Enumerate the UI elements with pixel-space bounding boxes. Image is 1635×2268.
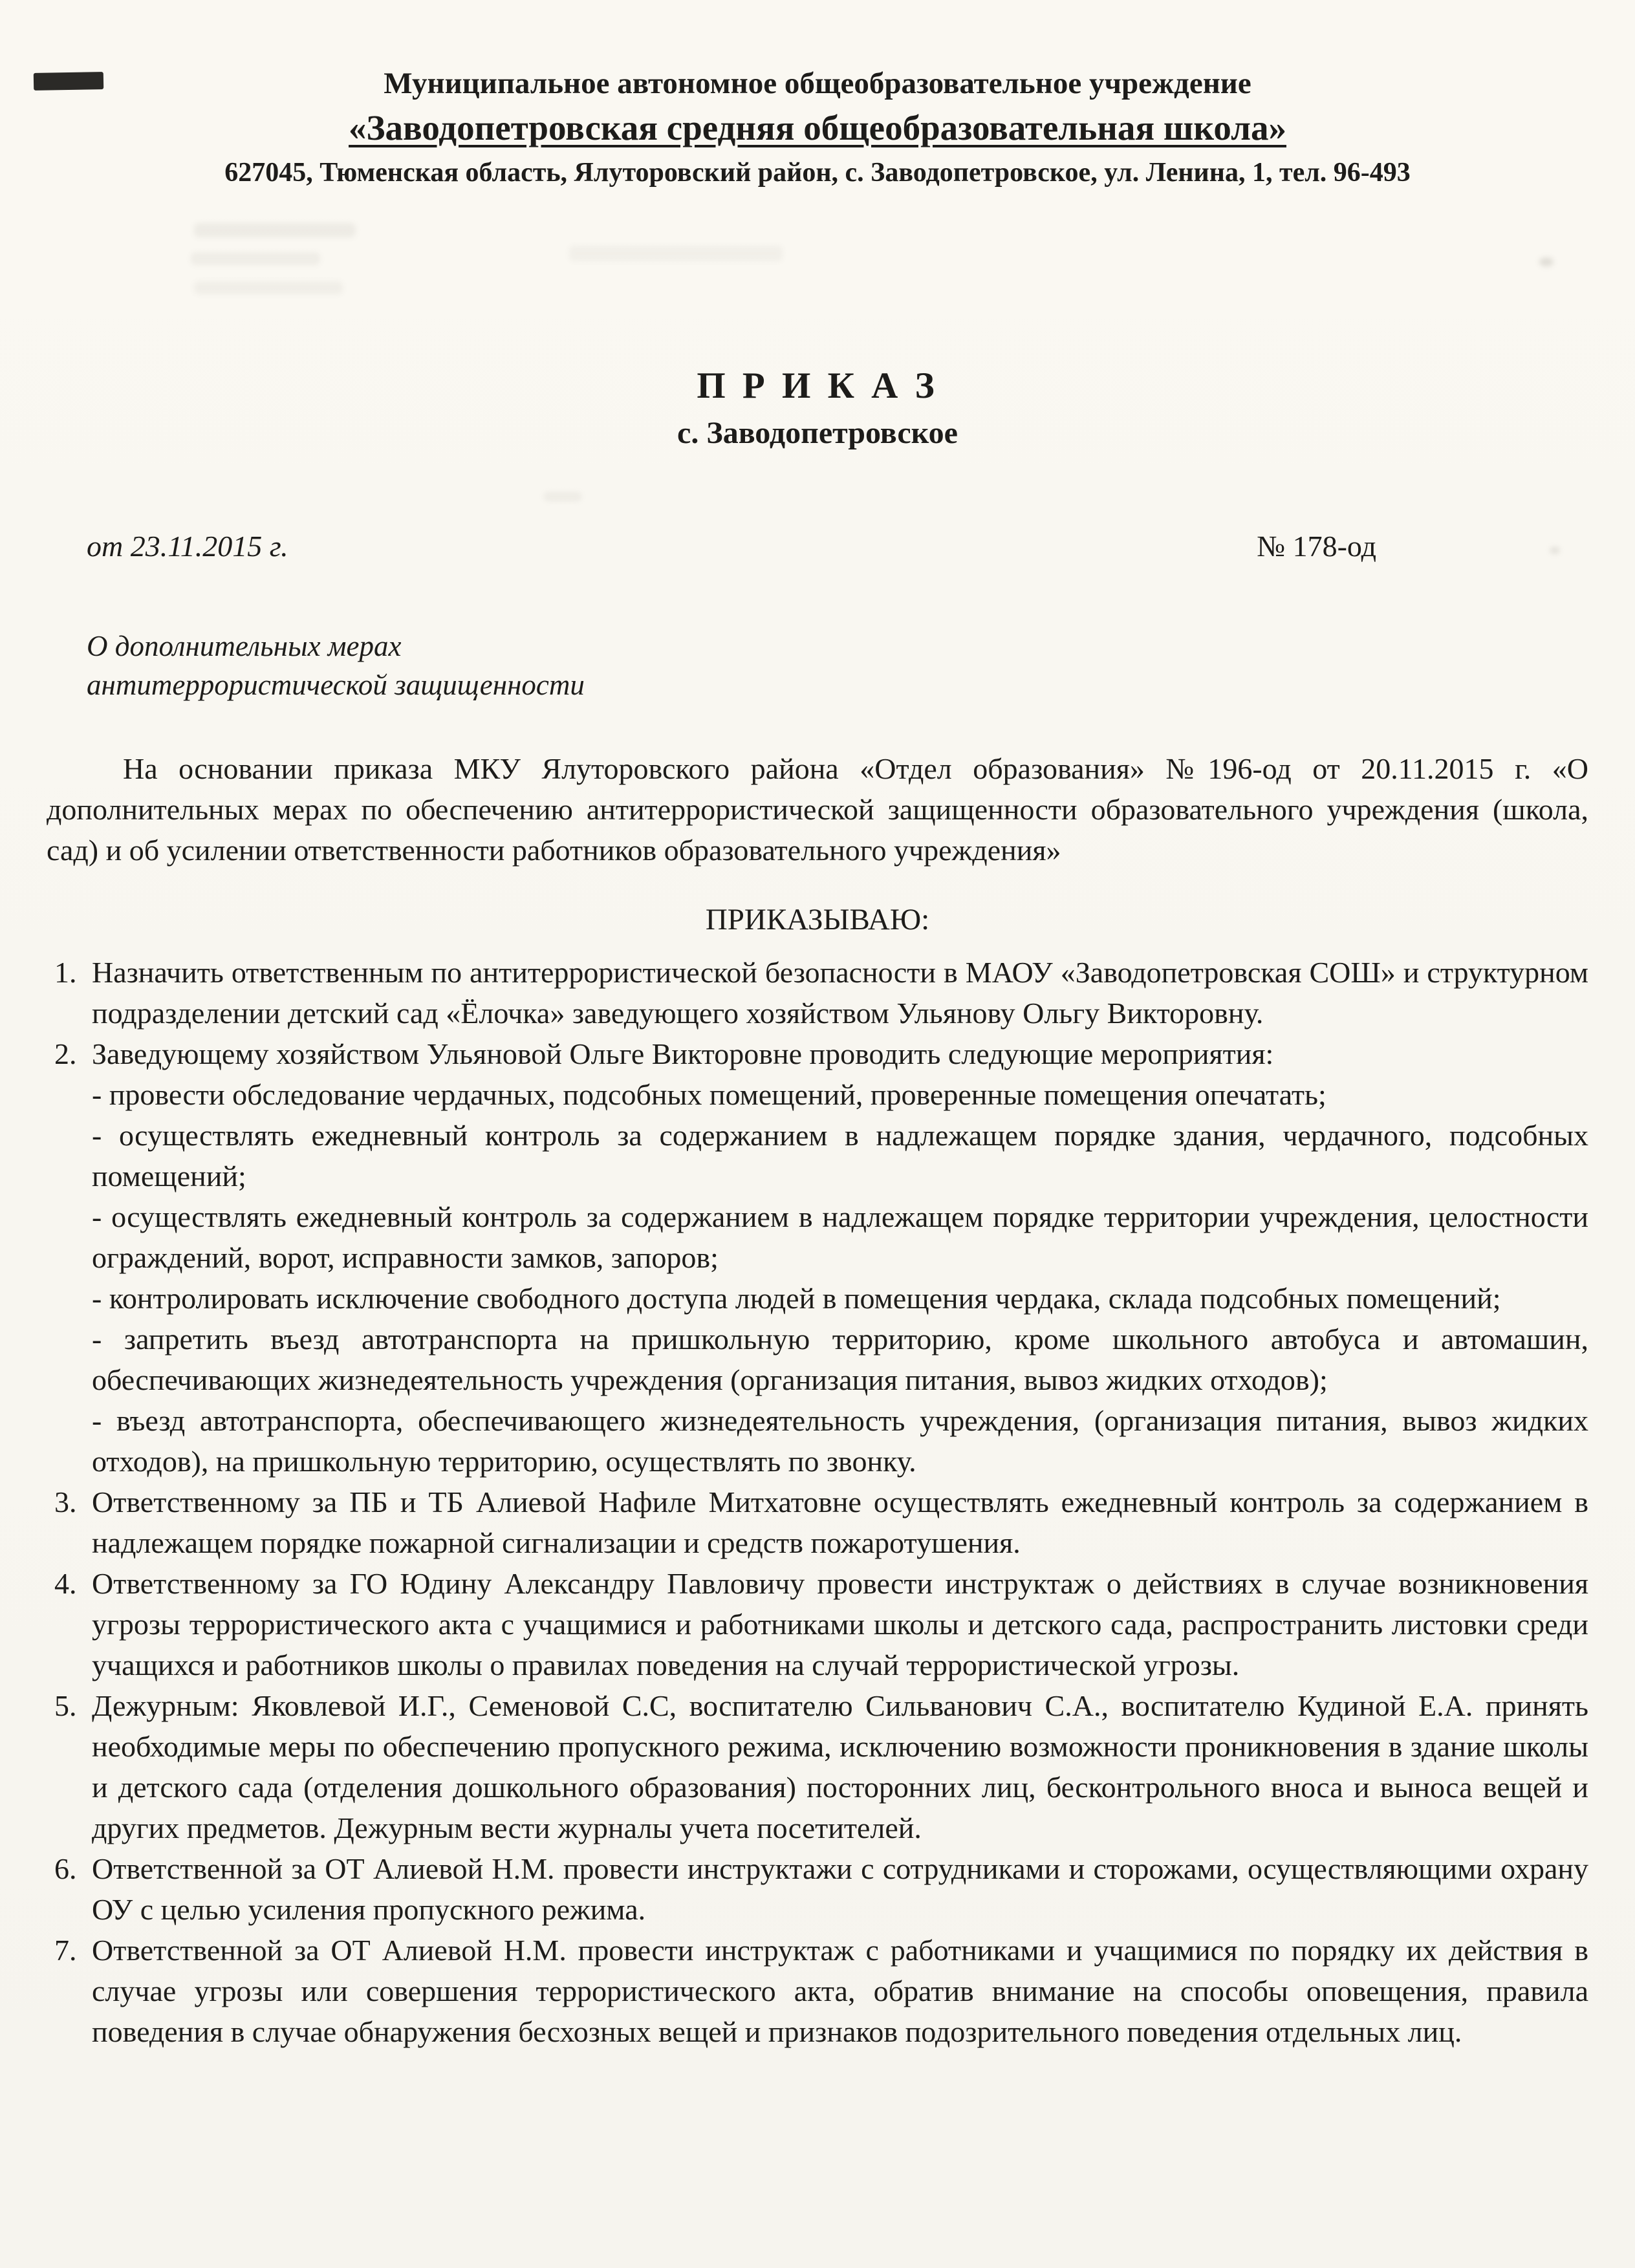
item-subitem: - провести обследование чердачных, подсобных помещений, проверенные помещения опечатать; bbox=[92, 1078, 1326, 1111]
item-subitem: - осуществлять ежедневный контроль за содержанием в надлежащем порядке территории учреждения, целостности ограждений, ворот, исправности замков, запоров; bbox=[92, 1200, 1588, 1274]
organization-name-line: «Заводопетровская средняя общеобразовательная школа» bbox=[349, 108, 1286, 147]
order-item-1 bbox=[47, 952, 1588, 1033]
date-number-row bbox=[47, 529, 1588, 563]
organization-type-line: Муниципальное автономное общеобразовательное учреждение bbox=[384, 67, 1251, 100]
item-subitem: - осуществлять ежедневный контроль за содержанием в надлежащем порядке здания, чердачного, подсобных помещений; bbox=[92, 1119, 1588, 1193]
letterhead bbox=[47, 65, 1588, 190]
item-number: 5. bbox=[54, 1689, 77, 1722]
scan-artifact bbox=[543, 491, 582, 502]
order-item-7 bbox=[47, 1930, 1588, 2052]
item-number: 1. bbox=[54, 956, 77, 989]
subject-line-2: антитеррористической защищенности bbox=[87, 669, 585, 701]
item-number: 6. bbox=[54, 1852, 77, 1885]
item-text: Дежурным: Яковлевой И.Г., Семеновой С.С, воспитателю Сильванович С.А., воспитателю Кудиной Е.А. принять необходимые меры по обеспечению пропускного режима, исключению возможности проникновения в здание школы и детского сада (отделения дошкольного образования) посторонних лиц, бесконтрольного вноса и выноса вещей и других предметов. Дежурным вести журналы учета посетителей. bbox=[92, 1689, 1588, 1844]
order-item-4 bbox=[47, 1563, 1588, 1685]
order-heading: ПРИКАЗЫВАЮ: bbox=[705, 903, 930, 936]
item-text: Заведующему хозяйством Ульяновой Ольге Викторовне проводить следующие мероприятия: bbox=[92, 1037, 1274, 1070]
scanner-edge-mark bbox=[34, 72, 103, 91]
item-number: 3. bbox=[54, 1485, 77, 1518]
item-number: 2. bbox=[54, 1037, 77, 1070]
document-date: от 23.11.2015 г. bbox=[87, 530, 288, 563]
item-subitem: - въезд автотранспорта, обеспечивающего жизнедеятельность учреждения, (организация питания, вывоз жидких отходов), на пришкольную территорию, осуществлять по звонку. bbox=[92, 1404, 1588, 1478]
scan-artifact bbox=[1539, 257, 1554, 266]
preamble-paragraph: На основании приказа МКУ Ялуторовского района «Отдел образования» №196-од от 20.11.2015 г. «О дополнительных мерах по обеспечению антитеррористической защищенности образовательного учреждения (школа, сад) и об усилении ответственности работников образовательного учреждения» bbox=[47, 752, 1588, 867]
item-text: Ответственной за ОТ Алиевой Н.М. провести инструктажи с сотрудниками и сторожами, осуществляющими охрану ОУ с целью усиления пропускного режима. bbox=[92, 1852, 1588, 1926]
item-subitem: - контролировать исключение свободного доступа людей в помещения чердака, склада подсобных помещений; bbox=[92, 1282, 1501, 1315]
item-text: Назначить ответственным по антитеррористической безопасности в МАОУ «Заводопетровская СОШ» и структурном подразделении детский сад «Ёлочка» заведующего хозяйством Ульянову Ольгу Викторовну. bbox=[92, 956, 1588, 1030]
scan-artifact bbox=[569, 246, 783, 261]
order-item-5 bbox=[47, 1685, 1588, 1848]
item-number: 7. bbox=[54, 1934, 77, 1967]
scan-artifact bbox=[194, 223, 356, 237]
document-place: с. Заводопетровское bbox=[677, 416, 958, 450]
order-item-2 bbox=[47, 1033, 1588, 1482]
order-list bbox=[47, 952, 1588, 2052]
item-number: 4. bbox=[54, 1567, 77, 1600]
scan-artifact bbox=[194, 281, 343, 294]
organization-address-line: 627045, Тюменская область, Ялуторовский район, с. Заводопетровское, ул. Ленина, 1, тел. 96-493 bbox=[224, 158, 1411, 188]
order-item-3 bbox=[47, 1482, 1588, 1563]
subject-line-1: О дополнительных мерах bbox=[87, 630, 402, 662]
item-text: Ответственной за ОТ Алиевой Н.М. провести инструктаж с работниками и учащимися по порядку их действия в случае угрозы или совершения террористического акта, обратив внимание на способы оповещения, правила поведения в случае обнаружения бесхозных вещей и признаков подозрительного поведения отдельных лиц. bbox=[92, 1934, 1588, 2048]
order-item-6 bbox=[47, 1848, 1588, 1930]
document-number: № 178-од bbox=[1257, 530, 1376, 563]
document-subject bbox=[87, 627, 1588, 704]
scan-artifact bbox=[1550, 546, 1560, 554]
scan-artifact bbox=[191, 252, 320, 265]
item-subitem: - запретить въезд автотранспорта на пришкольную территорию, кроме школьного автобуса и автомашин, обеспечивающих жизнедеятельность учреждения (организация питания, вывоз жидких отходов); bbox=[92, 1323, 1588, 1396]
document-title: П Р И К А З bbox=[697, 365, 938, 406]
item-text: Ответственному за ПБ и ТБ Алиевой Нафиле Митхатовне осуществлять ежедневный контроль за содержанием в надлежащем порядке пожарной сигнализации и средств пожаротушения. bbox=[92, 1485, 1588, 1559]
document-title-block bbox=[47, 365, 1588, 453]
item-text: Ответственному за ГО Юдину Александру Павловичу провести инструктаж о действиях в случае возникновения угрозы террористического акта с учащимися и работниками школы и детского сада, распространить листовки среди учащихся и работников школы о правилах поведения на случай террористической угрозы. bbox=[92, 1567, 1588, 1681]
